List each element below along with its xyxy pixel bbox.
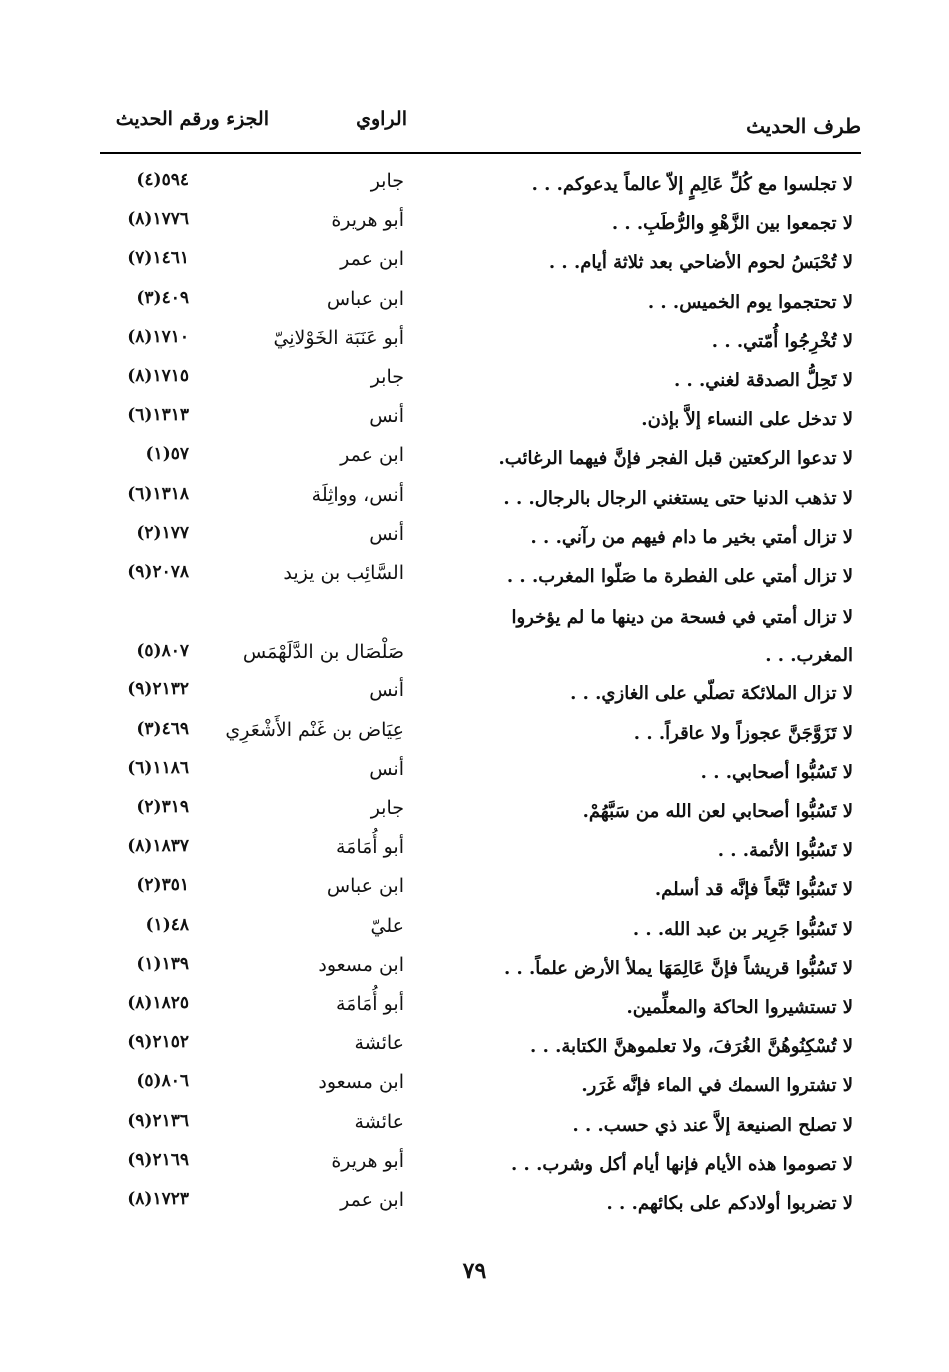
hadith-text: لا تصوموا هذه الأيام فإنها أيام أكل وشرب. . . [511, 1153, 853, 1175]
hadith-reference: ٢١٥٢(٩) [127, 1032, 189, 1053]
hadith-text: لا تَسُبُّوا قريشاً فإنَّ عَالِمَهَا يملأ الأرض علماً. . . [503, 957, 853, 979]
narrator-name: أبو أُمَامَة [335, 836, 404, 859]
narrator-name: ابن مسعود [318, 953, 404, 976]
hadith-text: لا تزال أمتي بخير ما دام فيهم من رآني. . . [530, 526, 853, 548]
hadith-reference: ١٧١٥(٨) [127, 365, 189, 386]
table-row [0, 715, 949, 754]
table-row [0, 205, 949, 244]
hadith-reference: ١٨٢٥(٨) [127, 992, 189, 1013]
narrator-name: السَّائِب بن يزيد [283, 561, 404, 584]
narrator-name: ابن عمر [340, 248, 404, 271]
hadith-reference: ١١٨٦(٦) [127, 757, 189, 778]
table-row [0, 950, 949, 989]
hadith-reference: ١٤٦١(٧) [127, 248, 189, 269]
hadith-reference: ٥٩٤(٤) [136, 170, 189, 190]
hadith-reference: ٢١٣٢(٩) [127, 679, 189, 700]
table-row [0, 1028, 949, 1067]
hadith-text: لا تجلسوا مع كُلِّ عَالِمٍ إلاّ عالماً يدعوكم. . . [531, 174, 853, 195]
hadith-text: لا تدخل على النساء إلاَّ بإذن. [641, 409, 853, 431]
hadith-reference: ١٧٧٦(٨) [127, 209, 189, 230]
hadith-text: لا تذهب الدنيا حتى يستغني الرجال بالرجال. . . [503, 487, 853, 509]
hadith-reference: ١٨٣٧(٨) [127, 836, 189, 857]
narrator-name: أبو هريرة [331, 1149, 404, 1172]
narrator-name: أنس [369, 522, 404, 545]
narrator-name: أنس [369, 757, 404, 780]
table-row [0, 793, 949, 832]
hadith-reference: ٤٨(١) [145, 914, 189, 935]
hadith-reference: ٥٧(١) [145, 444, 189, 465]
hadith-reference: ١٣٩(١) [136, 953, 189, 974]
table-row [0, 440, 949, 479]
table-row [0, 1107, 949, 1146]
narrator-name: أنس [369, 679, 404, 702]
narrator-name: عليّ [370, 914, 404, 937]
hadith-text: لا تَسُبُّوا أصحابي لعن الله من سَبَّهُمْ. [582, 801, 853, 823]
hadith-text: لا تَحِلُّ الصدقة لغني. . . [673, 369, 853, 391]
hadith-reference: ٤٠٩(٣) [136, 287, 189, 308]
narrator-name: جابر [370, 797, 404, 820]
hadith-reference: ٤٦٩(٣) [136, 718, 189, 739]
table-row [0, 558, 949, 597]
table-row [0, 284, 949, 323]
table-row [0, 1185, 949, 1224]
hadith-text: لا تُحْبَسُ لحوم الأضاحي بعد ثلاثة أيام. . . [548, 252, 853, 274]
narrator-name: ابن عباس [326, 875, 404, 898]
page-number: ٧٩ [462, 1258, 487, 1284]
narrator-name: أنس، وواثِلَة [311, 483, 404, 506]
table-row [0, 911, 949, 950]
hadith-text: لا تزال أمتي في فسحة من دينها ما لم يؤخروا المغرب. . . [511, 607, 853, 667]
hadith-text: لا تحتجموا يوم الخميس. . . [647, 291, 853, 313]
hadith-text: لا تدعوا الركعتين قبل الفجر فإنَّ فيهما الرغائب. [498, 448, 853, 470]
hadith-index-table [0, 166, 949, 1224]
table-row [0, 597, 949, 675]
hadith-text: لا تَسُبُّوا تُبَّعاً فإنَّه قد أسلم. [654, 879, 853, 901]
table-row [0, 675, 949, 714]
hadith-reference: ١٧١٠(٨) [127, 326, 189, 347]
table-row [0, 989, 949, 1028]
hadith-reference: ٢١٦٩(٩) [127, 1149, 189, 1170]
hadith-text: لا تجمعوا بين الزَّهْوِ والرُّطَبِ. . . [611, 213, 853, 235]
table-row [0, 362, 949, 401]
hadith-text: لا تَسُبُّوا أصحابي. . . [700, 761, 853, 783]
hadith-reference: ١٧٧(٢) [136, 522, 189, 543]
table-row [0, 244, 949, 283]
hadith-text: لا تَسُبُّوا الأئمة. . . [717, 840, 853, 862]
table-row [0, 166, 949, 205]
table-row [0, 401, 949, 440]
header-divider [100, 152, 861, 154]
narrator-name: أبو هريرة [331, 209, 404, 232]
narrator-name: أبو أُمَامَة [335, 992, 404, 1015]
column-header-hadith: طرف الحديث [746, 114, 861, 138]
hadith-reference: ٨٠٦(٥) [136, 1071, 189, 1092]
hadith-reference: ١٣١٨(٦) [127, 483, 189, 504]
table-row [0, 1067, 949, 1106]
table-row [0, 832, 949, 871]
table-row [0, 519, 949, 558]
narrator-name: ابن مسعود [318, 1071, 404, 1094]
hadith-text: لا تضربوا أولادكم على بكائهم. . . [606, 1192, 853, 1214]
table-row [0, 871, 949, 910]
narrator-name: عائشة [354, 1032, 404, 1055]
narrator-name: صَلْصَال بن الدَّلَهْمَس [242, 641, 404, 664]
table-row [0, 480, 949, 519]
hadith-reference: ٢٠٧٨(٩) [127, 561, 189, 582]
hadith-reference: ٢١٣٦(٩) [127, 1110, 189, 1131]
narrator-name: ابن عباس [326, 287, 404, 310]
narrator-name: أنس [369, 405, 404, 428]
hadith-reference: ١٣١٣(٦) [127, 405, 189, 426]
table-row [0, 323, 949, 362]
hadith-reference: ٨٠٧(٥) [136, 641, 189, 662]
column-header-reference: الجزء ورقم الحديث [115, 108, 269, 130]
narrator-name: عائشة [354, 1110, 404, 1133]
hadith-text: لا تزال الملائكة تصلّي على الغازي. . . [570, 683, 853, 705]
hadith-text: لا تشتروا السمك في الماء فإنَّه غَرَر. [581, 1075, 853, 1097]
narrator-name: جابر [370, 170, 404, 192]
narrator-name: أبو عَنَبَة الخَوْلانِيّ [273, 326, 404, 349]
table-row [0, 754, 949, 793]
hadith-text: لا تَزَوَّجَنَّ عجوزاً ولا عاقراً. . . [633, 722, 853, 744]
narrator-name: ابن عمر [340, 1188, 404, 1211]
hadith-text: لا تستشيروا الحاكة والمعلِّمين. [626, 996, 853, 1018]
hadith-text: لا تَسُبُّوا جَرِير بن عبد الله. . . [632, 918, 853, 940]
hadith-text: لا تُخْرِجُوا أُمّتي. . . [711, 330, 853, 352]
hadith-text: لا تُسْكِنُوهُنَّ الغُرَفَ، ولا تعلموهنَّ الكتابة. . . [530, 1036, 853, 1058]
hadith-text: لا تصلح الصنيعة إلاَّ عند ذي حسب. . . [572, 1114, 853, 1136]
hadith-reference: ١٧٢٣(٨) [127, 1188, 189, 1209]
column-header-narrator: الراوي [356, 108, 407, 130]
narrator-name: ابن عمر [340, 444, 404, 467]
table-row [0, 1146, 949, 1185]
narrator-name: عِيَاض بن غَنْم الأَشْعَرِي [225, 718, 404, 741]
hadith-text: لا تزال أمتي على الفطرة ما صَلّوا المغرب. . . [506, 565, 853, 587]
hadith-reference: ٣١٩(٢) [136, 797, 189, 818]
narrator-name: جابر [370, 365, 404, 388]
hadith-reference: ٣٥١(٢) [136, 875, 189, 896]
